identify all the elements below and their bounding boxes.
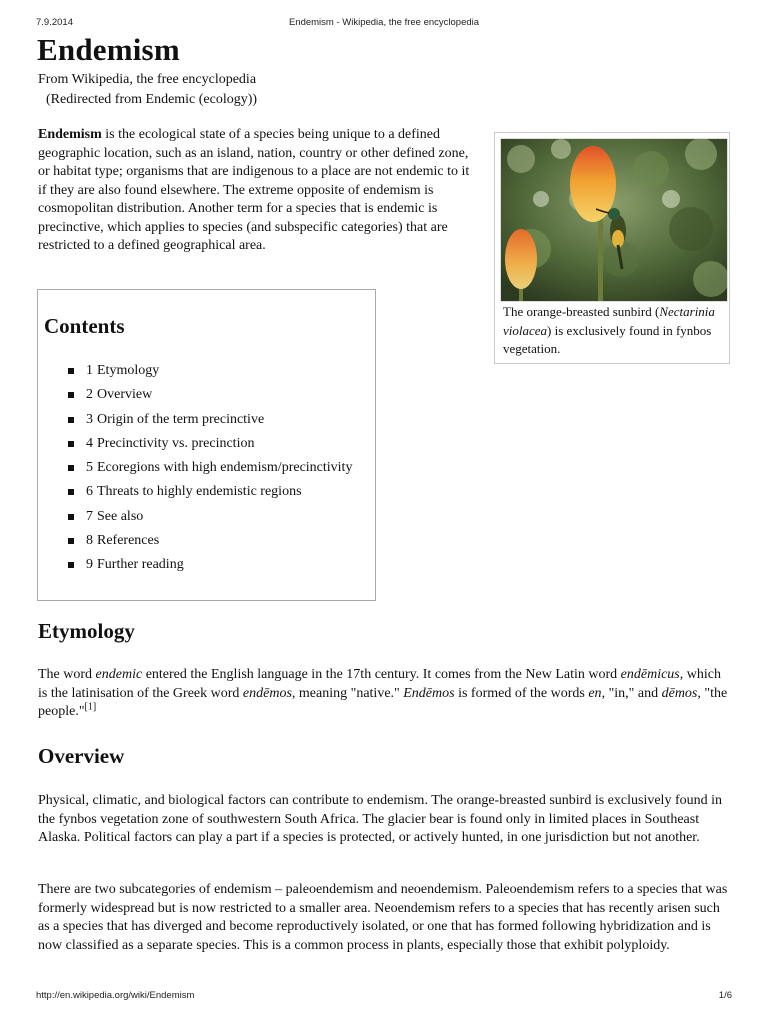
toc-number: 7	[86, 508, 93, 524]
toc-number: 4	[86, 435, 93, 451]
caption-species-link[interactable]: Nectarinia violacea	[503, 304, 715, 338]
toc-label: Origin of the term precinctive	[97, 411, 265, 427]
italic-term: endemic	[95, 667, 143, 682]
toc-label: See also	[97, 508, 144, 524]
text: , meaning "native."	[291, 685, 404, 701]
toc-label: Overview	[97, 387, 153, 403]
caption-text-end: ) is exclusively found in fynbos vegetation.	[503, 322, 712, 356]
lead-paragraph	[38, 126, 470, 256]
section-heading-overview: Overview	[38, 744, 125, 768]
toc-item-etymology[interactable]	[68, 362, 352, 386]
text: entered the English language in the 17th century. It comes from the New Latin word	[142, 667, 621, 682]
lead-text: is the ecological state of a species being unique to a defined geographic location, such as an island, nation, country or other defined zone, or habitat type; organisms that are indigenous to a place are not endemic to it if they are also found elsewhere. The extreme opposite of endemism is cosmopolitan distribution. Another term for a species that is endemic is precinctive, which applies to species (and subspecific categories) that are restricted to a defined geographical area.	[38, 127, 470, 253]
print-footer	[36, 990, 732, 1004]
toc-item-further-reading[interactable]	[68, 556, 352, 580]
citation-link[interactable]: [1]	[84, 701, 97, 713]
italic-term: endēmos	[242, 685, 292, 701]
caption-text: The orange-breasted sunbird (	[503, 304, 660, 319]
toc-number: 8	[86, 533, 93, 549]
print-date: 7.9.2014	[36, 17, 73, 28]
italic-term: en	[588, 685, 602, 701]
toc-title: Contents	[44, 314, 125, 338]
toc-number: 6	[86, 484, 93, 500]
toc-label: Further reading	[97, 557, 184, 573]
lead-bold-term: Endemism	[38, 127, 102, 142]
text: The word	[38, 667, 96, 682]
page-title: Endemism	[37, 32, 180, 67]
infobox-figure	[494, 132, 730, 364]
redirect-note: (Redirected from Endemic (ecology))	[46, 92, 258, 107]
toc-item-references[interactable]	[68, 532, 352, 556]
overview-paragraph-2: There are two subcategories of endemism – paleoendemism and neoendemism. Paleoendemism refers to a species that was formerly widespread but is now restricted to a smaller area. Neoendemism refers to a species that has recently arisen such as a species that has diverged and become reproductively isolated, or one that has formed following hybridization and is now classified as a separate species. This is a common process in plants, especially those that exhibit polyploidy.	[38, 882, 728, 953]
toc-item-origin[interactable]	[68, 411, 352, 435]
etymology-paragraph	[38, 666, 732, 722]
section-heading-etymology: Etymology	[38, 619, 135, 643]
italic-term: dēmos	[661, 685, 698, 701]
toc-label: References	[97, 533, 160, 549]
print-page-title: Endemism - Wikipedia, the free encyclopedia	[288, 17, 480, 28]
figure-caption	[503, 303, 725, 359]
text: , "in," and	[601, 685, 662, 701]
toc-label: Threats to highly endemistic regions	[97, 484, 302, 500]
toc-label: Etymology	[97, 363, 160, 378]
toc-label: Ecoregions with high endemism/precinctivity	[97, 460, 353, 476]
toc-number: 9	[86, 557, 93, 573]
text: , "the people."	[38, 685, 728, 719]
toc-number: 1	[86, 363, 93, 378]
tagline: From Wikipedia, the free encyclopedia	[38, 72, 257, 87]
text: , which is the latinisation of the Greek word	[38, 667, 721, 701]
text: is formed of the words	[454, 685, 589, 701]
italic-term: Endēmos	[403, 685, 455, 701]
toc-item-precinctivity[interactable]	[68, 435, 352, 459]
sunbird-photo-image	[501, 139, 727, 301]
toc-item-see-also[interactable]	[68, 508, 352, 532]
print-url: http://en.wikipedia.org/wiki/Endemism	[36, 990, 195, 1001]
italic-term: endēmicus	[620, 667, 680, 682]
toc-number: 3	[86, 411, 93, 427]
toc-number: 5	[86, 460, 93, 476]
toc-item-ecoregions[interactable]	[68, 459, 352, 483]
overview-paragraph-1: Physical, climatic, and biological factors can contribute to endemism. The orange-breasted sunbird is exclusively found in the fynbos vegetation zone of southwestern South Africa. The glacier bear is found only in limited places in Southeast Alaska. Political factors can play a part if a species is protected, or actively hunted, in one jurisdiction but not another.	[38, 793, 722, 845]
print-page-number: 1/6	[718, 990, 732, 1001]
print-header	[36, 17, 732, 31]
toc-list	[68, 362, 352, 581]
toc-number: 2	[86, 387, 93, 403]
toc-item-threats[interactable]	[68, 483, 352, 507]
table-of-contents	[37, 289, 376, 601]
toc-label: Precinctivity vs. precinction	[97, 435, 255, 451]
toc-item-overview[interactable]	[68, 386, 352, 410]
sunbird-photo[interactable]	[500, 138, 728, 302]
